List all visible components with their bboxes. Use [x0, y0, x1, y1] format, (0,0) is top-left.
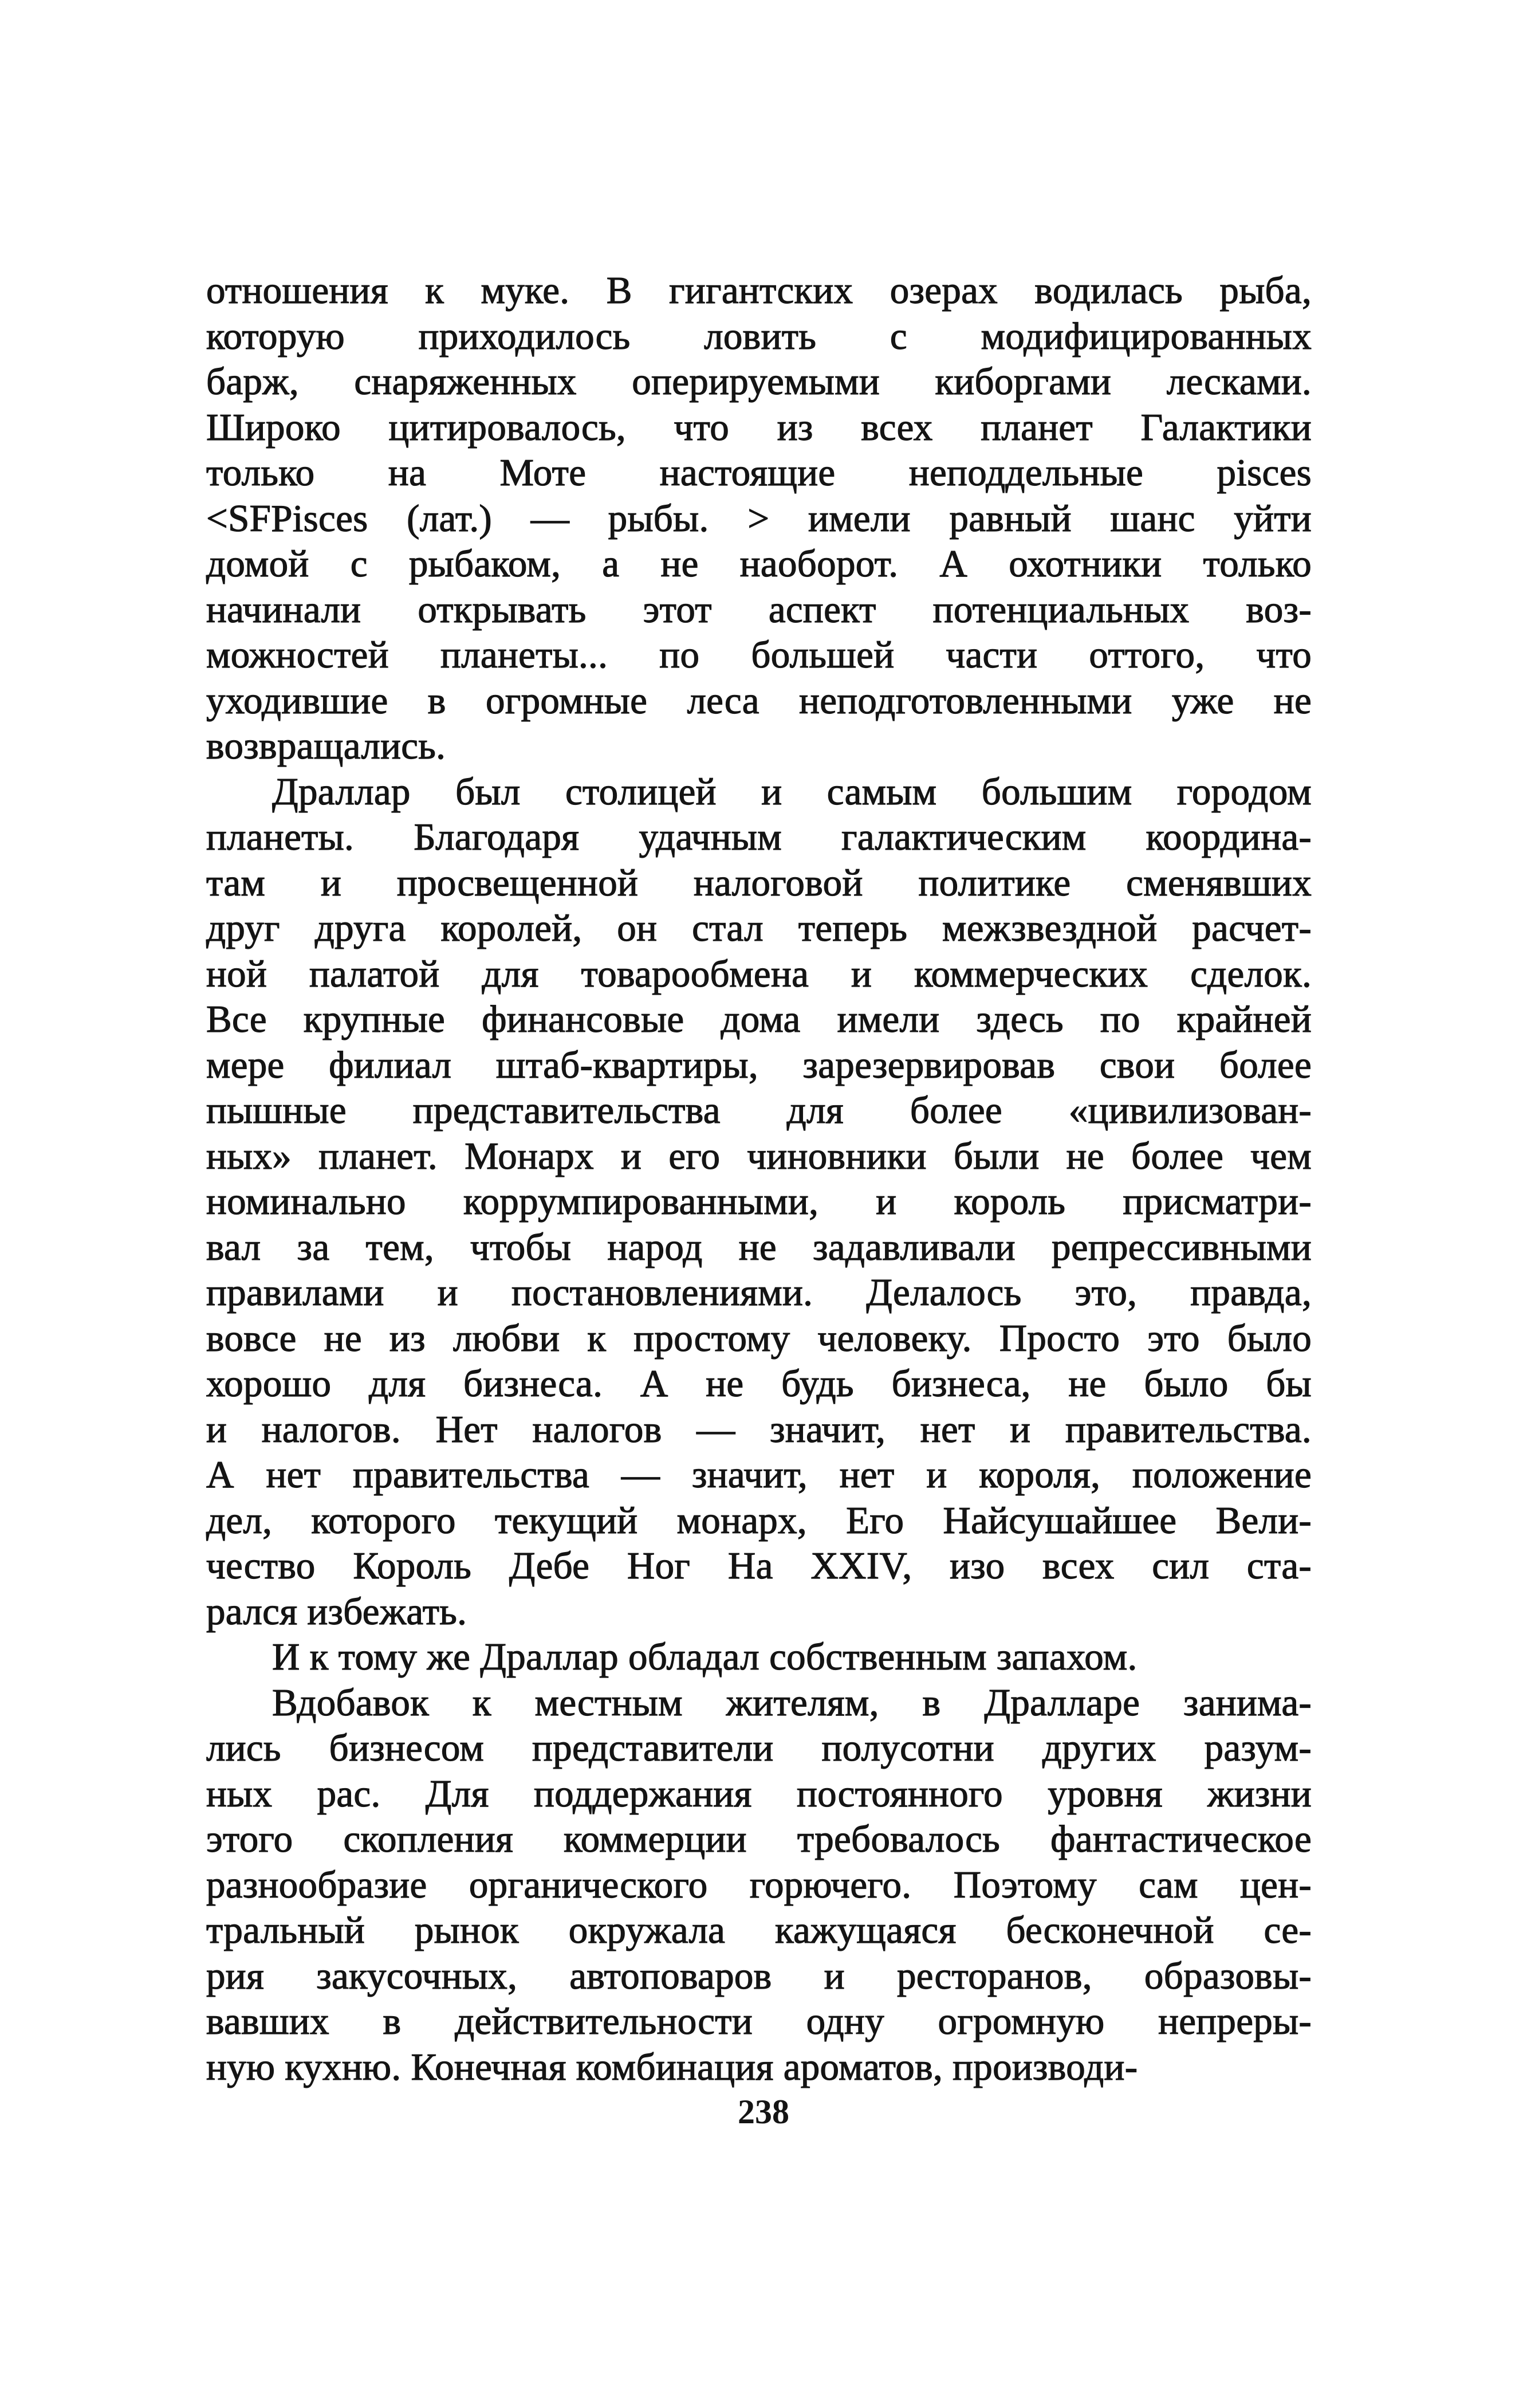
page-number: 238 [738, 2093, 789, 2131]
text-line: рия закусочных, автоповаров и ресторанов, образовы- [206, 1954, 1312, 1997]
paragraph [206, 268, 1312, 769]
text-line: номинально коррумпированными, и король присматри- [206, 1180, 1312, 1223]
text-line: отношения к муке. В гигантских озерах водилась рыба, [206, 269, 1312, 312]
text-line: друг друга королей, он стал теперь межзвездной расчет- [206, 907, 1312, 949]
text-line: лись бизнесом представители полусотни других разум- [206, 1727, 1312, 1769]
text-line: возвращались. [206, 725, 446, 767]
text-line: и налогов. Нет налогов — значит, нет и правительства. [206, 1408, 1312, 1451]
paragraph [206, 1680, 1312, 2091]
text-line: барж, снаряженных оперируемыми киборгами лесками. [206, 360, 1312, 403]
text-line: можностей планеты... по большей части оттого, что [206, 634, 1312, 676]
text-line: ных рас. Для поддержания постоянного уровня жизни [206, 1772, 1312, 1815]
text-line: чество Король Дебе Ног На XXIV, изо всех сил ста- [206, 1545, 1312, 1587]
text-line: планеты. Благодаря удачным галактическим координа- [206, 816, 1312, 858]
text-line: рался избежать. [206, 1590, 467, 1633]
text-line: вовсе не из любви к простому человеку. Просто это было [206, 1317, 1312, 1360]
text-line: мере филиал штаб-квартиры, зарезервировав свои более [206, 1043, 1312, 1086]
text-line: Широко цитировалось, что из всех планет Галактики [206, 406, 1312, 449]
paragraph [206, 769, 1312, 1635]
text-line: хорошо для бизнеса. А не будь бизнеса, не было бы [206, 1362, 1312, 1405]
text-line: этого скопления коммерции требовалось фантастическое [206, 1818, 1312, 1860]
text-line: пышные представительства для более «цивилизован- [206, 1089, 1312, 1132]
text-line: Вдобавок к местным жителям, в Дралларе занима- [272, 1681, 1312, 1724]
text-line: разнообразие органического горючего. Поэтому сам цен- [206, 1863, 1312, 1906]
text-line: Драллар был столицей и самым большим городом [272, 770, 1312, 813]
text-line: там и просвещенной налоговой политике сменявших [206, 861, 1312, 904]
text-line: А нет правительства — значит, нет и короля, положение [206, 1454, 1312, 1496]
text-line: <SFPisces (лат.) — рыбы. > имели равный шанс уйти [206, 497, 1312, 540]
text-line: Все крупные финансовые дома имели здесь по крайней [206, 998, 1312, 1040]
text-line: И к тому же Драллар обладал собственным запахом. [272, 1636, 1138, 1678]
text-line: вавших в действительности одну огромную непреры- [206, 2000, 1312, 2042]
text-line: ной палатой для товарообмена и коммерческих сделок. [206, 952, 1312, 995]
text-line: уходившие в огромные леса неподготовленными уже не [206, 679, 1312, 722]
text-line: тральный рынок окружала кажущаяся бесконечной се- [206, 1909, 1312, 1951]
text-line: ную кухню. Конечная комбинация ароматов, производи- [206, 2045, 1138, 2088]
text-line: начинали открывать этот аспект потенциальных воз- [206, 588, 1312, 631]
text-line: дел, которого текущий монарх, Его Найсушайшее Вели- [206, 1499, 1312, 1542]
paragraph [206, 1635, 1312, 1680]
text-line: домой с рыбаком, а не наоборот. А охотники только [206, 543, 1312, 585]
text-line: которую приходилось ловить с модифицированных [206, 315, 1312, 358]
text-line: только на Моте настоящие неподдельные pisces [206, 451, 1312, 494]
body-text [206, 268, 1312, 2090]
text-line: ных» планет. Монарх и его чиновники были не более чем [206, 1134, 1312, 1177]
text-line: вал за тем, чтобы народ не задавливали репрессивными [206, 1225, 1312, 1268]
text-line: правилами и постановлениями. Делалось это, правда, [206, 1271, 1312, 1314]
